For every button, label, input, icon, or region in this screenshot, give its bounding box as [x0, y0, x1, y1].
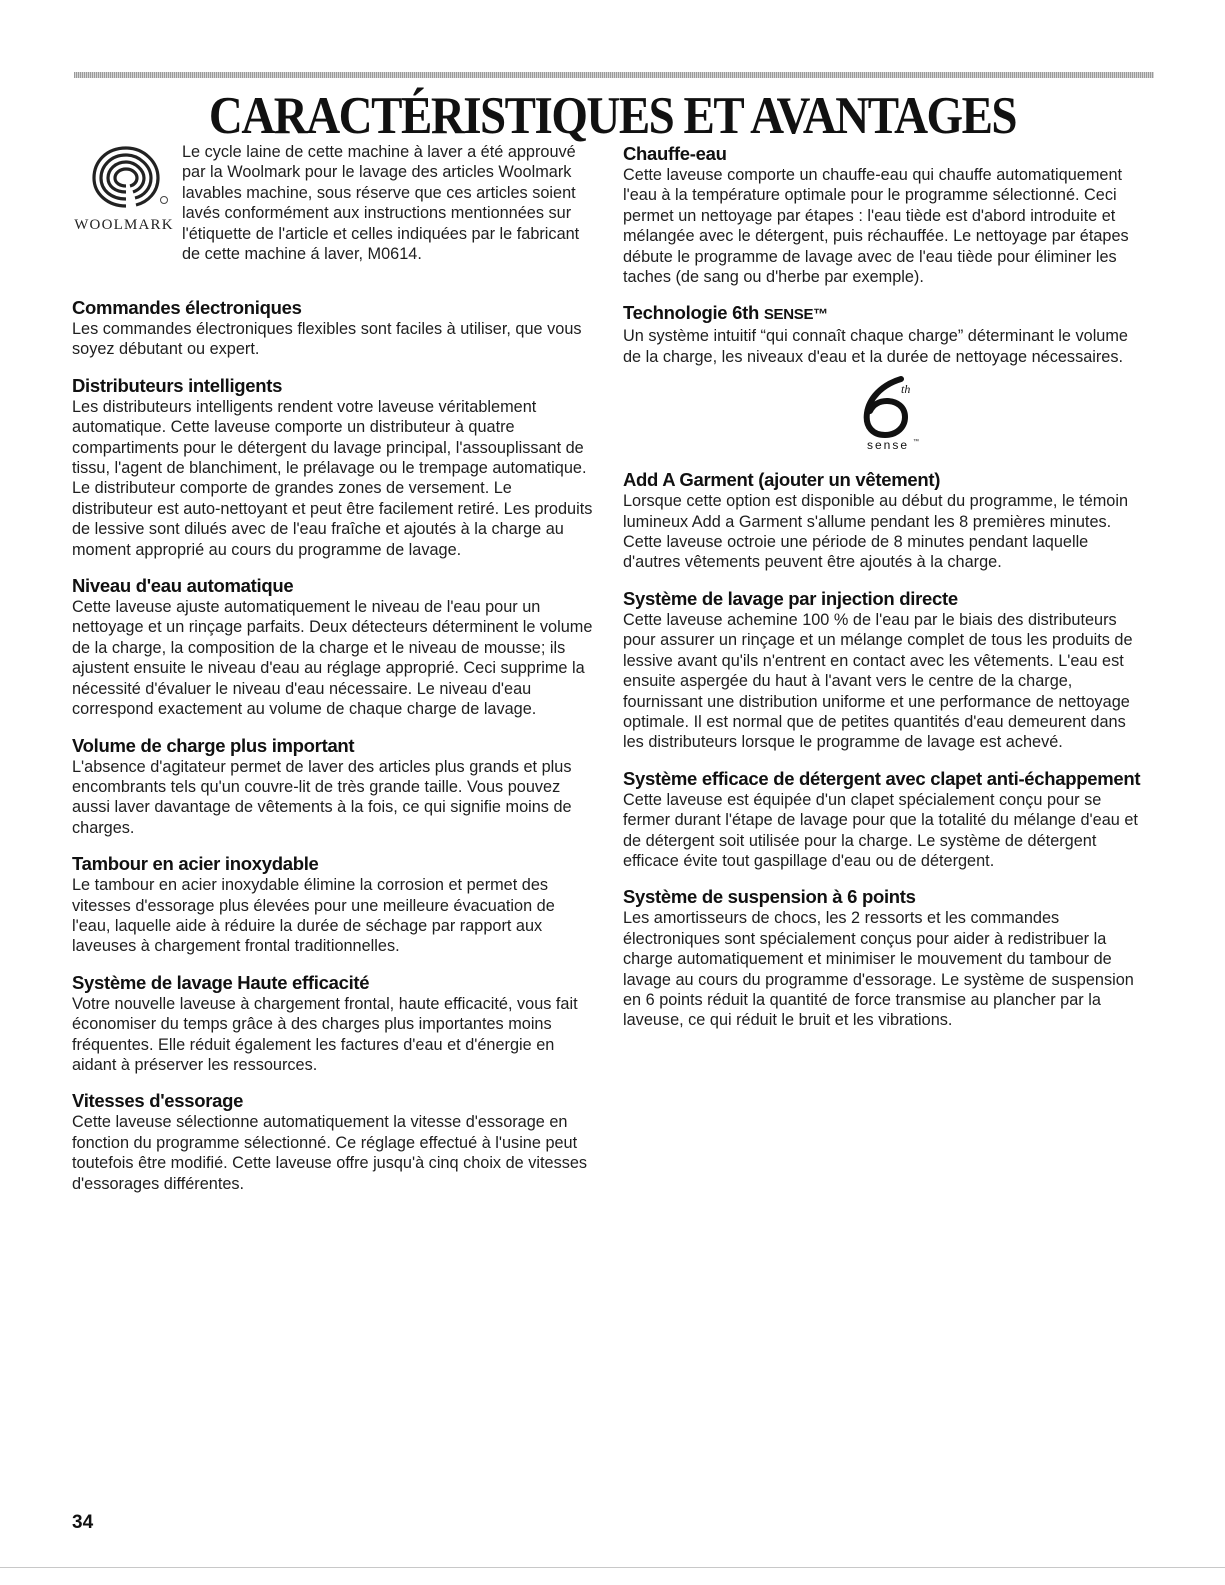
section-text: Le tambour en acier inoxydable élimine la corrosion et permet des vitesses d'essorage plus élevées pour une meilleure évacuation de l'eau, laquelle aide à réduire la durée de séchage par rapport aux laveuses à chargement frontal traditionnelles. [72, 876, 555, 956]
woolmark-text: Le cycle laine de cette machine à laver a été approuvé par la Woolmark pour le lavage des articles Woolmark lavables machine, sous réserve que ces articles soient lavés conformément aux instructions mentionnées sur l'étiquette de l'article et celles indiquées par le fabricant de cette machine á laver, M0614. [182, 143, 580, 264]
section-heading [623, 302, 1143, 325]
section-volume-charge [72, 735, 594, 839]
section-vitesses [72, 1090, 594, 1194]
section-commandes [72, 297, 594, 360]
6th-sense-icon [841, 373, 931, 453]
section-heading: Add A Garment (ajouter un vêtement) [623, 469, 941, 491]
section-6th-sense [623, 302, 1143, 455]
section-niveau-eau [72, 575, 594, 719]
section-text: Les distributeurs intelligents rendent votre laveuse véritablement automatique. Cette laveuse comporte un distributeur à quatre compartiments pour le détergent du lavage principal, l'assouplissant de tissu, l'agent de blanchiment, le prélavage ou le trempage automatique. Le distributeur comporte de grandes zones de versement. Le distributeur est auto-nettoyant et peut être facilement retiré. Les produits de lessive sont dilués avec de l'eau fraîche et ajoutés à la charge au moment approprié au cours du programme de lavage. [72, 397, 593, 559]
section-text: Lorsque cette option est disponible au début du programme, le témoin lumineux Add a Garment s'allume pendant les 8 premières minutes. Cette laveuse octroie une période de 8 minutes pendant laquelle d'autres vêtements peuvent être ajoutés à la charge. [623, 492, 1129, 572]
section-text: Votre nouvelle laveuse à chargement frontal, haute efficacité, vous fait économiser du temps grâce à des charges plus importantes moins fréquentes. Elle réduit également les factures d'eau et d'énergie en aidant à préserver les ressources. [72, 994, 578, 1074]
section-distributeurs [72, 375, 594, 560]
section-heading: Vitesses d'essorage [72, 1090, 244, 1112]
section-clapet [623, 768, 1143, 872]
woolmark-logo-text: WOOLMARK [74, 217, 174, 233]
sense-superscript: th [901, 382, 911, 397]
section-injection-directe [623, 588, 1143, 753]
woolmark-logo [72, 142, 182, 282]
section-text: Cette laveuse achemine 100 % de l'eau par le biais des distributeurs pour assurer un rinçage et un mélange complet de tous les produits de lessive avant qu'ils n'entrent en contact avec les vêtements. L'eau est ensuite aspergée du haut à l'avant vers le centre de la charge, fournissant une distribution uniforme et une performance de nettoyage optimale. Il est normal que de petites quantités d'eau demeurent dans les distributeurs lorsque le programme de lavage est achevé. [623, 610, 1133, 752]
section-text: Les amortisseurs de chocs, les 2 ressorts et les commandes électroniques sont spécialement conçus pour aider à redistribuer la charge automatiquement et minimiser le mouvement du tambour de lavage au cours du programme d'essorage. Le système de suspension en 6 points réduit la quantité de force transmise au plancher par la laveuse, ce qui réduit le bruit et les vibrations. [623, 909, 1134, 1030]
section-tambour [72, 853, 594, 957]
section-heading: Commandes électroniques [72, 297, 302, 318]
section-text: Cette laveuse comporte un chauffe-eau qui chauffe automatiquement l'eau à la température optimale pour le programme sélectionné. Ceci permet un nettoyage par étapes : l'eau tiède est d'abord introduite et mélangée avec le détergent, puis réchauffée. Le nettoyage par étapes débute le programme de lavage avec de l'eau tiède pour éliminer les taches (de sang ou d'herbe par exemple). [623, 166, 1129, 287]
page-number: 34 [72, 1512, 94, 1533]
section-text: Cette laveuse ajuste automatiquement le niveau de l'eau pour un nettoyage et un rinçage parfaits. Deux détecteurs déterminent le volume de la charge, la composition de la charge et le niveau de mousse; ils ajustent ensuite le niveau d'eau au réglage approprié. Ceci supprime la nécessité d'évaluer le niveau d'eau nécessaire. Le niveau d'eau correspond exactement au volume de chaque charge de lavage. [72, 598, 593, 719]
section-suspension [623, 886, 1143, 1030]
sense-word: sense [867, 438, 910, 453]
section-heading: Chauffe-eau [623, 143, 727, 164]
section-text: L'absence d'agitateur permet de laver des articles plus grands et plus encombrants tels qu'un couvre-lit de très grande taille. Vous pouvez aussi laver davantage de vêtements à la fois, ce qui signifie moins de charges. [72, 757, 572, 837]
top-rule [74, 72, 1154, 78]
section-chauffe-eau [623, 143, 1143, 287]
6th-sense-logo [623, 373, 1143, 455]
section-heading: Système de lavage par injection directe [623, 587, 958, 609]
page-title: CARACTÉRISTIQUES ET AVANTAGES [208, 87, 1017, 146]
section-heading: Niveau d'eau automatique [72, 575, 294, 597]
section-text: Cette laveuse sélectionne automatiquement la vitesse d'essorage en fonction du programme sélectionné. Ce réglage effectué à l'usine peut toutefois être modifié. Cette laveuse offre jusqu'à cinq choix de vitesses d'essorages différentes. [72, 1113, 588, 1193]
section-heading: Système efficace de détergent avec clapet anti-échappement [623, 767, 1141, 789]
section-heading: Volume de charge plus important [72, 734, 355, 756]
sense-tm: ™ [913, 439, 919, 446]
woolmark-intro [72, 142, 594, 282]
section-heading: Tambour en acier inoxydable [72, 853, 319, 875]
bottom-rule [0, 1567, 1225, 1568]
section-text: Un système intuitif “qui connaît chaque charge” déterminant le volume de la charge, les niveaux d'eau et la durée de nettoyage nécessaires. [623, 327, 1128, 366]
heading-smallcaps: SENSE™ [763, 306, 828, 324]
section-heading: Système de suspension à 6 points [623, 886, 916, 908]
heading-main: Technologie 6th [623, 302, 764, 324]
section-text: Cette laveuse est équipée d'un clapet spécialement conçu pour se fermer durant l'étape de lavage pour que la totalité du mélange d'eau et de détergent soit utilisée pour la charge. Le système de détergent efficace évite tout gaspillage d'eau ou de détergent. [623, 790, 1138, 870]
section-heading: Distributeurs intelligents [72, 374, 283, 396]
section-text: Les commandes électroniques flexibles sont faciles à utiliser, que vous soyez débutant ou expert. [72, 320, 582, 359]
section-add-a-garment [623, 469, 1143, 573]
section-haute-efficacite [72, 972, 594, 1076]
right-column [623, 143, 1143, 1046]
left-column [72, 142, 594, 1209]
section-heading: Système de lavage Haute efficacité [72, 971, 370, 993]
woolmark-icon [78, 142, 174, 214]
